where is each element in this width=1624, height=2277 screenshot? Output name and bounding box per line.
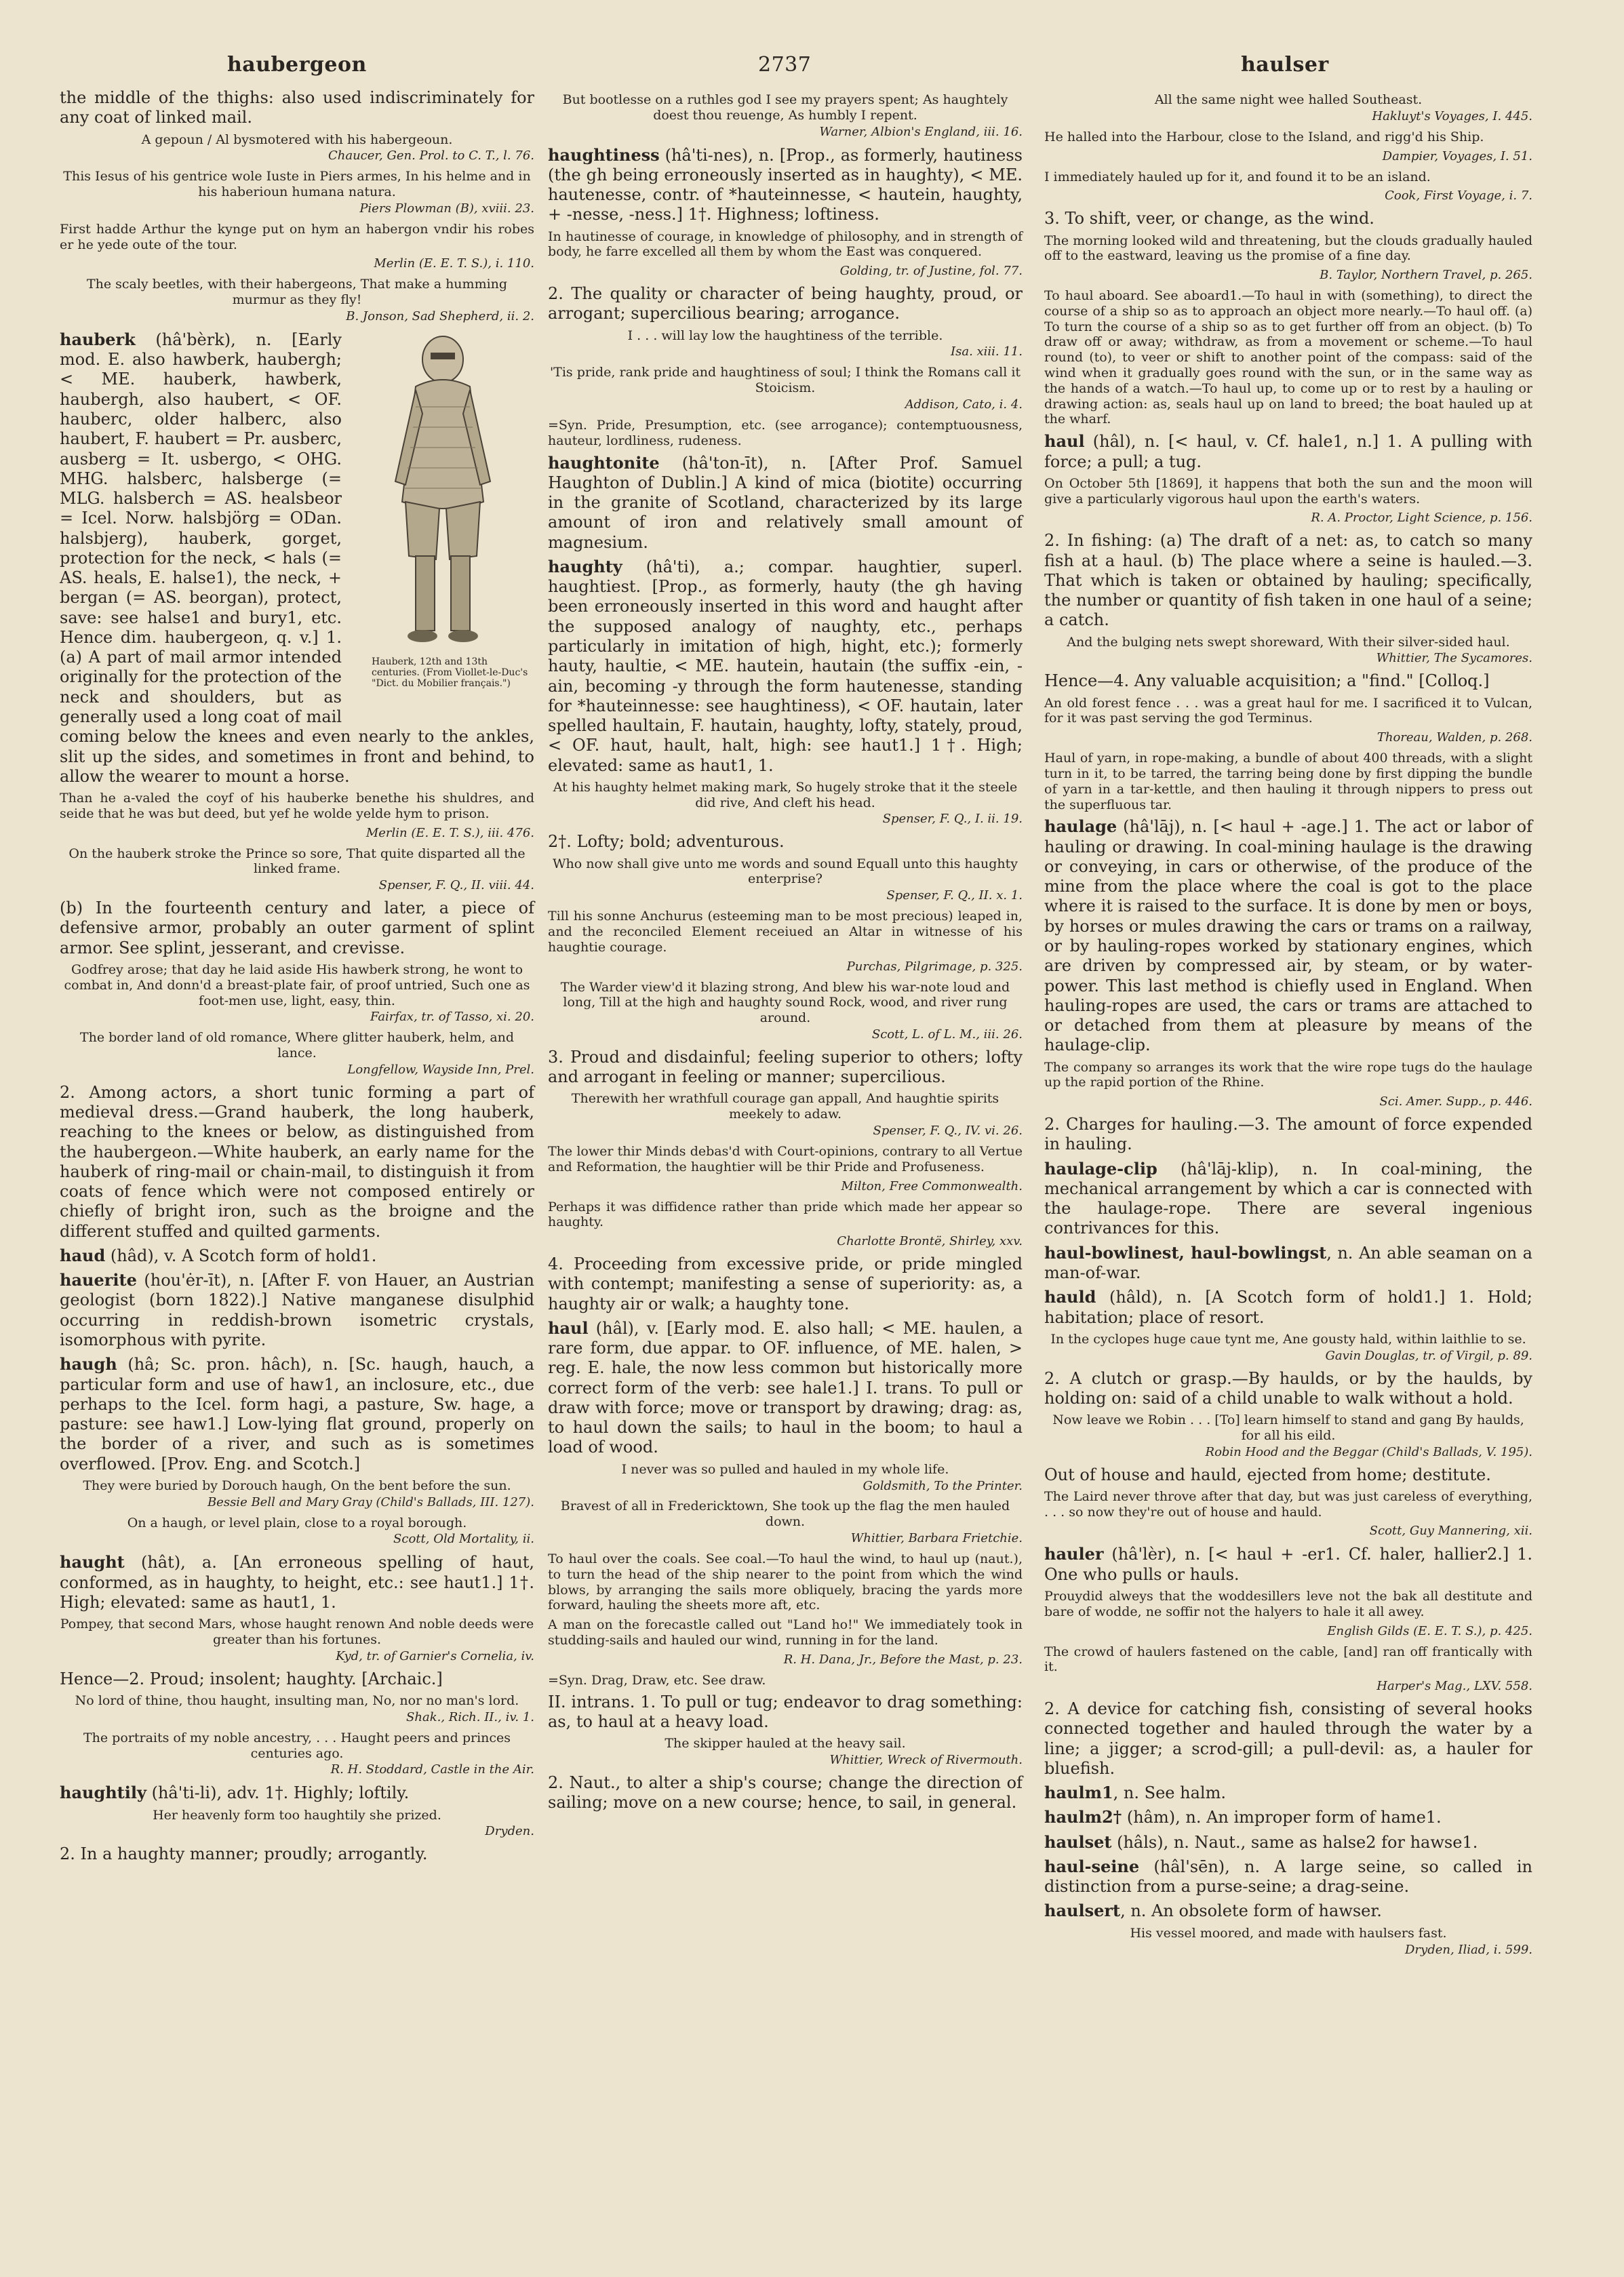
citation: Fairfax, tr. of Tasso, xi. 20.: [370, 1010, 534, 1025]
quotation: And the bulging nets swept shoreward, With their silver-sided haul.: [1067, 634, 1510, 650]
citation: R. H. Dana, Jr., Before the Mast, p. 23.: [783, 1652, 1023, 1667]
quotation: Who now shall give unto me words and sound Equall unto this haughty enterprise?: [553, 856, 1018, 887]
quotation: No lord of thine, thou haught, insulting man, No, nor no man's lord.: [75, 1692, 519, 1708]
quotation: First hadde Arthur the kynge put on hym an habergon vndir his robes er he yede oute of the tour.: [60, 221, 534, 252]
quotation: Pompey, that second Mars, whose haught renown And noble deeds were greater than his fortunes.: [60, 1617, 534, 1647]
citation: Charlotte Brontë, Shirley, xxv.: [837, 1234, 1023, 1249]
headword: hauberk: [60, 329, 136, 349]
quotation: An old forest fence . . . was a great haul for me. I sacrificed it to Vulcan, for it was past serving the god Terminus.: [1044, 695, 1532, 726]
definition: , n. See halm.: [1113, 1783, 1226, 1803]
entry-haulm1: [1044, 1783, 1532, 1803]
headword: haughtiness: [548, 144, 660, 165]
entry-haughtily: [60, 1783, 534, 1803]
definition: 3. Proud and disdainful; feeling superior to others; lofty and arrogant in feeling or manner; supercilious.: [548, 1047, 1023, 1087]
definition: (b) In the fourteenth century and later, a piece of defensive armor, probably an outer garment of splint armor. See splint, jesserant, and crevisse.: [60, 898, 534, 957]
quotation: Prouydid alweys that the woddesillers leve not the bak all destitute and bare of wodde, ne soffir not the halyers to hale it all awey.: [1044, 1588, 1532, 1619]
headword: haulage-clip: [1044, 1158, 1157, 1179]
header-guide-word-left: haubergeon: [227, 53, 367, 77]
citation: Shak., Rich. II., iv. 1.: [406, 1709, 534, 1724]
entry-haul-bowline: [1044, 1243, 1532, 1284]
quotation: The morning looked wild and threatening, but the clouds gradually hauled off to the eastward, leaving us the promise of a fine day.: [1044, 233, 1532, 264]
citation: Sci. Amer. Supp., p. 446.: [1379, 1094, 1532, 1109]
citation: English Gilds (E. E. T. S.), p. 425.: [1327, 1623, 1532, 1638]
entry-haulset: [1044, 1832, 1532, 1853]
definition: 2. Charges for hauling.—3. The amount of force expended in hauling.: [1044, 1115, 1532, 1154]
definition: (hâ'ti-li), adv. 1†. Highly; loftily.: [151, 1783, 410, 1803]
headword: haul: [1044, 431, 1085, 452]
citation: Chaucer, Gen. Prol. to C. T., l. 76.: [328, 148, 534, 163]
definition: (hâls), n. Naut., same as halse2 for hawse1.: [1117, 1832, 1478, 1852]
headword: haugh: [60, 1354, 117, 1374]
entry-haud: [60, 1246, 534, 1266]
headword: haulsert: [1044, 1901, 1121, 1921]
headword: haul: [548, 1318, 589, 1338]
definition: (hâd), v. A Scotch form of hold1.: [110, 1246, 377, 1265]
headword: haulset: [1044, 1832, 1112, 1852]
entry-haugh: [60, 1354, 534, 1474]
citation: Robin Hood and the Beggar (Child's Ballads, V. 195).: [1205, 1444, 1532, 1459]
synonyms: =Syn. Drag, Draw, etc. See draw.: [548, 1672, 766, 1688]
definition: (hâ'bèrk), n. [Early mod. E. also hawberk, haubergh; < ME. hauberk, hawberk, haubergh, also haubert, < OF. hauberc, older halberc, also haubert, F. haubert = Pr. ausberc, ausberg = It. usbergo, < OHG. MHG. halsberc, halsberge (= MLG. halsberch = AS. healsbeor = Icel. Norw. halsbjörg = ODan. halsbjerg), hauberk, gorget, protection for the neck, < hals (= AS. heals, E. halse1), the neck, + bergan (= AS. beorgan), protect, save: see halse1 and bury1, etc. Hence dim. haubergeon, q. v.] 1. (a) A part of mail armor intended originally for the protection of the neck and shoulders, but as generally used a long coat of mail coming below the knees and even nearly to the ankles, slit up the sides, and sometimes in front and behind, to allow the wearer to mount a horse.: [60, 330, 534, 786]
citation: Harper's Mag., LXV. 558.: [1377, 1679, 1532, 1694]
definition: Out of house and hauld, ejected from home; destitute.: [1044, 1465, 1491, 1484]
quotation: Till his sonne Anchurus (esteeming man to be most precious) leaped in, and the reconciled Element receiued an Altar in witnesse of his haughtie courage.: [548, 909, 1023, 955]
definition: (hâm), n. An improper form of hame1.: [1126, 1808, 1442, 1827]
entry-haul-noun: [1044, 431, 1532, 472]
citation: Spenser, F. Q., IV. vi. 26.: [873, 1124, 1023, 1138]
definition: (hâ'lāj), n. [< haul + -age.] 1. The act or labor of hauling or drawing. In coal-mining haulage is the drawing or conveying, in cars or otherwise, of the produce of the mine from the place where the coal is got to the place where it is raised to the surface. It is done by men or boys, by horses or mules drawing the cars or trams on a railway, or by hauling-ropes worked by stationary engines, which are driven by compressed air, by steam, or by water-power. This last method is chiefly used in England. When hauling-ropes are used, the cars or trams are attached to or detached from them at pleasure by means of the haulage-clip.: [1044, 817, 1532, 1055]
quotation: I immediately hauled up for it, and found it to be an island.: [1044, 169, 1431, 184]
hauberk-illustration: [351, 332, 534, 719]
entry-haughty: [548, 557, 1023, 776]
citation: Goldsmith, To the Printer.: [863, 1478, 1023, 1493]
quotation: In hautinesse of courage, in knowledge of philosophy, and in strength of body, he farre excelled all them by whom the East was conquered.: [548, 229, 1023, 260]
headword: haught: [60, 1552, 125, 1572]
column-right: [1044, 88, 1532, 1962]
definition: 2. In a haughty manner; proudly; arrogantly.: [60, 1844, 428, 1864]
entry-haulsert: [1044, 1901, 1532, 1921]
quotation: Now leave we Robin . . . [To] learn himself to stand and gang By haulds, for all his eild.: [1052, 1412, 1524, 1443]
entry-haulm2: [1044, 1807, 1532, 1827]
definition: 3. To shift, veer, or change, as the wind.: [1044, 209, 1374, 229]
definition: 2. A clutch or grasp.—By haulds, or by the haulds, by holding on: said of a child unable to walk without a hold.: [1044, 1368, 1532, 1408]
definition: (hâl), n. [< haul, v. Cf. hale1, n.] 1. A pulling with force; a pull; a tug.: [1044, 432, 1532, 471]
quotation: Bravest of all in Fredericktown, She took up the flag the men hauled down.: [560, 1499, 1010, 1530]
citation: Dampier, Voyages, I. 51.: [1382, 148, 1532, 163]
citation: Spenser, F. Q., I. ii. 19.: [882, 812, 1023, 827]
definition: 2†. Lofty; bold; adventurous.: [548, 832, 785, 852]
definition: 2. Among actors, a short tunic forming a part of medieval dress.—Grand hauberk, the long hauberk, reaching to the knees or below, as distinguished from the haubergeon.—White hauberk, an early name for the hauberk of ring-mail or chain-mail, to distinguish it from coats of fence which were not composed entirely or chiefly of bright iron, such as the broigne and the different stuffed and quilted garments.: [60, 1082, 534, 1241]
citation: Bessie Bell and Mary Gray (Child's Ballads, III. 127).: [207, 1494, 534, 1509]
citation: Whittier, The Sycamores.: [1376, 651, 1532, 666]
headword: hauld: [1044, 1287, 1096, 1307]
definition: 2. A device for catching fish, consisting of several hooks connected together and hauled through the water by a line; a jigger; a scrod-gill; a pull-devil: as, a hauler for bluefish.: [1044, 1699, 1532, 1778]
citation: Addison, Cato, i. 4.: [905, 397, 1023, 412]
citation: Longfellow, Wayside Inn, Prel.: [347, 1062, 534, 1077]
citation: Purchas, Pilgrimage, p. 325.: [846, 959, 1023, 974]
definition: Hence—2. Proud; insolent; haughty. [Archaic.]: [60, 1669, 443, 1688]
definition: (hâ'lèr), n. [< haul + -er1. Cf. haler, hallier2.] 1. One who pulls or hauls.: [1044, 1545, 1532, 1584]
header-guide-word-right: haulser: [1241, 53, 1329, 77]
quotation: But bootlesse on a ruthles god I see my prayers spent; As haughtely doest thou reuenge, As humbly I repent.: [562, 92, 1008, 123]
quotation: The scaly beetles, with their habergeons, That make a humming murmur as they fly!: [86, 277, 508, 308]
citation: Milton, Free Commonwealth.: [841, 1179, 1023, 1193]
quotation: The border land of old romance, Where glitter hauberk, helm, and lance.: [79, 1030, 515, 1061]
knight-in-hauberk-icon: [368, 332, 517, 651]
definition: 2. In fishing: (a) The draft of a net: as, to catch so many fish at a haul. (b) The place where a seine is hauled.—3. That which is taken or obtained by hauling; specifically, the number or quantity of fish taken in one haul of a seine; a catch.: [1044, 531, 1532, 630]
entry-haul-verb: [548, 1318, 1023, 1458]
definition: (hâl'sēn), n. A large seine, so called in distinction from a purse-seine; a drag-seine.: [1044, 1857, 1532, 1897]
entry-haughtiness: [548, 145, 1023, 225]
definition: , n. An obsolete form of hawser.: [1120, 1901, 1382, 1921]
headword: haulm1: [1044, 1783, 1113, 1803]
definition: (hât), a. [An erroneous spelling of haut, conformed, as in haughty, to height, etc.: see haut1.] 1†. High; elevated: same as haut1, 1.: [60, 1553, 534, 1612]
entry-haulage: [1044, 816, 1532, 1055]
definition: (hâld), n. [A Scotch form of hold1.] 1. Hold; habitation; place of resort.: [1044, 1288, 1532, 1327]
synonyms: =Syn. Pride, Presumption, etc. (see arrogance); contemptuousness, hauteur, lordliness, rudeness.: [548, 417, 1023, 448]
phrases: Haul of yarn, in rope-making, a bundle of about 400 threads, with a slight turn in it, to be tarred, the tarring being done by first dipping the bundle of yarn in a tar-kettle, and then hauling it through nippers to press out the superfluous tar.: [1044, 751, 1532, 812]
citation: B. Taylor, Northern Travel, p. 265.: [1320, 268, 1532, 283]
citation: Golding, tr. of Justine, fol. 77.: [839, 264, 1023, 279]
headword: hauler: [1044, 1544, 1104, 1564]
quotation: Perhaps it was diffidence rather than pride which made her appear so haughty.: [548, 1199, 1023, 1230]
definition: II. intrans. 1. To pull or tug; endeavor to drag something: as, to haul at a heavy load.: [548, 1692, 1023, 1731]
entry-continuation: the middle of the thighs: also used indiscriminately for any coat of linked mail.: [60, 88, 534, 127]
headword: haughtonite: [548, 452, 660, 473]
definition: Hence—4. Any valuable acquisition; a "find." [Colloq.]: [1044, 671, 1490, 691]
quotation: Her heavenly form too haughtily she prized.: [153, 1807, 441, 1823]
definition: (hâ; Sc. pron. hâch), n. [Sc. haugh, hauch, a particular form and use of haw1, an inclosure, etc., due perhaps to the Icel. form hagi, a pasture, Sw. hage, a pasture: see haw1.] Low-lying flat ground, properly on the border of a river, and such as is sometimes overflowed. [Prov. Eng. and Scotch.]: [60, 1355, 534, 1473]
column-middle: [548, 88, 1023, 1817]
definition: 2. The quality or character of being haughty, proud, or arrogant; supercilious bearing; arrogance.: [548, 284, 1023, 323]
quotation: 'Tis pride, rank pride and haughtiness of soul; I think the Romans call it Stoicism.: [549, 365, 1021, 396]
citation: Dryden, Iliad, i. 599.: [1404, 1942, 1532, 1957]
quotation: A man on the forecastle called out "Land ho!" We immediately took in studding-sails and hauled our wind, running in for the land.: [548, 1617, 1023, 1648]
quotation: On October 5th [1869], it happens that both the sun and the moon will give a particularly vigorous haul upon the earth's waters.: [1044, 475, 1532, 507]
citation: Isa. xiii. 11.: [950, 344, 1023, 359]
citation: Whittier, Wreck of Rivermouth.: [829, 1752, 1023, 1767]
entry-hauerite: [60, 1270, 534, 1350]
headword: haul-seine: [1044, 1856, 1140, 1876]
quotation: On a haugh, or level plain, close to a royal borough.: [127, 1515, 467, 1530]
quotation: The company so arranges its work that the wire rope tugs do the haulage up the rapid portion of the Rhine.: [1044, 1059, 1532, 1090]
quotation: He halled into the Harbour, close to the Island, and rigg'd his Ship.: [1044, 129, 1484, 144]
definition: 2. Naut., to alter a ship's course; change the direction of sailing; move on a new course; hence, to sail, in general.: [548, 1773, 1023, 1813]
citation: Scott, Old Mortality, ii.: [393, 1532, 534, 1547]
quotation: In the cyclopes huge caue tynt me, Ane gousty hald, within laithlie to se.: [1050, 1331, 1526, 1347]
headword: haughty: [548, 556, 622, 576]
figure-caption: Hauberk, 12th and 13th centuries. (From Viollet-le-Duc's "Dict. du Mobilier français."): [372, 656, 528, 690]
citation: R. H. Stoddard, Castle in the Air.: [330, 1762, 534, 1777]
citation: Scott, Guy Mannering, xii.: [1369, 1524, 1532, 1539]
quotation: Than he a-valed the coyf of his hauberke benethe his shuldres, and seide that he was but deed, but yef he wolde yelde hym to prison.: [60, 791, 534, 821]
header-page-number: 2737: [758, 53, 812, 77]
citation: Cook, First Voyage, i. 7.: [1385, 189, 1532, 203]
quotation: The lower thir Minds debas'd with Court-opinions, contrary to all Vertue and Reformation, the haughtier will be thir Pride and Profuseness.: [548, 1143, 1023, 1174]
column-left: [60, 88, 534, 1869]
quotation: The crowd of haulers fastened on the cable, [and] ran off frantically with it.: [1044, 1644, 1532, 1675]
entry-hauler: [1044, 1544, 1532, 1585]
phrases: To haul aboard. See aboard1.—To haul in with (something), to direct the course of a ship so as to approach an object more nearly.—To haul off. (a) To turn the course of a ship so as to get further off from an object. (b) To draw off or away; withdraw, as from a movement or scheme.—To haul round (to), to veer or shift to another point of the compass: said of the wind when it gradually goes round with the sun, or in the same way as the hands of a watch.—To haul up, to come up or to rest by a hauling or drawing action: as, seals haul up on land to breed; the boat hauled up at the wharf.: [1044, 288, 1532, 427]
quotation: On the hauberk stroke the Prince so sore, That quite disparted all the linked frame.: [68, 846, 526, 877]
quotation: All the same night wee halled Southeast.: [1154, 92, 1423, 107]
headword: haulm2†: [1044, 1807, 1122, 1827]
quotation: The Laird never throve after that day, but was just careless of everything, . . . so now they're out of house and hauld.: [1044, 1488, 1532, 1520]
citation: Spenser, F. Q., II. viii. 44.: [378, 878, 534, 893]
quotation: I . . . will lay low the haughtiness of the terrible.: [627, 328, 943, 343]
definition: (hâ'ti-nes), n. [Prop., as formerly, hautiness (the gh being erroneously inserted as in haughty), < ME. hautenesse, contr. of *hauteinnesse, < hautein, haughty, + -nesse, -ness.] 1†. Highness; loftiness.: [548, 145, 1023, 224]
quotation: A gepoun / Al bysmotered with his habergeoun.: [141, 132, 453, 147]
phrases: To haul over the coals. See coal.—To haul the wind, to haul up (naut.), to turn the head of the ship nearer to the point from which the wind blows, by arranging the sails more obliquely, bracing the yards more forward, hauling the sheets more aft, etc.: [548, 1551, 1023, 1613]
quotation: At his haughty helmet making mark, So hugely stroke that it the steele did rive, And cleft his head.: [553, 779, 1018, 810]
headword: haughtily: [60, 1783, 146, 1803]
citation: Thoreau, Walden, p. 268.: [1377, 730, 1532, 745]
definition: (hâ'lāj-klip), n. In coal-mining, the mechanical arrangement by which a car is connected with the haulage-rope. There are several ingenious contrivances for this.: [1044, 1159, 1532, 1238]
citation: R. A. Proctor, Light Science, p. 156.: [1311, 511, 1532, 526]
quotation: The Warder view'd it blazing strong, And blew his war-note loud and long, Till at the high and haughty sound Rock, wood, and river rung around.: [560, 979, 1010, 1026]
headword: haulage: [1044, 816, 1117, 837]
citation: Warner, Albion's England, iii. 16.: [819, 124, 1023, 139]
quotation: The portraits of my noble ancestry, . . . Haught peers and princes centuries ago.: [83, 1730, 511, 1761]
citation: Dryden.: [485, 1824, 534, 1839]
quotation: The skipper hauled at the heavy sail.: [665, 1736, 906, 1751]
headword: hauerite: [60, 1270, 137, 1290]
citation: Kyd, tr. of Garnier's Cornelia, iv.: [336, 1648, 534, 1663]
headword: haud: [60, 1245, 106, 1265]
quotation: His vessel moored, and made with haulsers fast.: [1130, 1925, 1447, 1941]
citation: Whittier, Barbara Frietchie.: [850, 1531, 1023, 1546]
citation: B. Jonson, Sad Shepherd, ii. 2.: [346, 309, 534, 323]
quotation: Therewith her wrathfull courage gan appall, And haughtie spirits meekely to adaw.: [571, 1091, 999, 1122]
entry-haulage-clip: [1044, 1159, 1532, 1239]
definition: (hâ'ti), a.; compar. haughtier, superl. haughtiest. [Prop., as formerly, hauty (the gh having been erroneously inserted in this word and haught after the supposed analogy of naughty, etc., perhaps particularly in imitation of high, hight, etc.); formerly hauty, haultie, < ME. hautein, hautain (the suffix -ein, -ain, becoming -y through the form hautenesse, standing for *hauteinnesse: see haughtiness), < OF. hautain, later spelled haultain, F. hautain, haughty, lofty, stately, proud, < OF. haut, hault, halt, high: see haut1.] 1†. High; elevated: same as haut1, 1.: [548, 557, 1023, 775]
citation: Piers Plowman (B), xviii. 23.: [359, 201, 534, 216]
citation: Gavin Douglas, tr. of Virgil, p. 89.: [1325, 1348, 1532, 1363]
definition: (hâl), v. [Early mod. E. also hall; < ME. haulen, a rare form, due appar. to OF. influence, of ME. halen, > reg. E. hale, the now less common but historically more correct form of the verb: see hale1.] I. trans. To pull or draw with force; move or transport by drawing; drag: as, to haul down the sails; to haul in the boom; to haul a load of wood.: [548, 1318, 1023, 1457]
quotation: They were buried by Dorouch haugh, On the bent before the sun.: [83, 1478, 511, 1493]
quotation: I never was so pulled and hauled in my whole life.: [621, 1461, 949, 1477]
definition: 4. Proceeding from excessive pride, or pride mingled with contempt; manifesting a sense of superiority: as, a haughty air or walk; a haughty tone.: [548, 1254, 1023, 1313]
entry-haul-seine: [1044, 1857, 1532, 1897]
headword: haul-bowlinest, haul-bowlingst: [1044, 1242, 1327, 1263]
quotation: Godfrey arose; that day he laid aside His hawberk strong, he wont to combat in, And donn'd a breast-plate fair, of proof untried, Such one as foot-men use, light, easy, thin.: [64, 962, 530, 1008]
quotation: This Iesus of his gentrice wole Iuste in Piers armes, In his helme and in his haberioun humana natura.: [63, 169, 531, 200]
definition: , n. An able seaman on a man-of-war.: [1044, 1243, 1532, 1282]
entry-hauld: [1044, 1287, 1532, 1328]
entry-haughtonite: [548, 453, 1023, 553]
citation: Merlin (E. E. T. S.), i. 110.: [374, 256, 534, 271]
citation: Hakluyt's Voyages, I. 445.: [1372, 108, 1532, 123]
citation: Spenser, F. Q., II. x. 1.: [886, 888, 1023, 903]
definition: (hâ'ton-īt), n. [After Prof. Samuel Haughton of Dublin.] A kind of mica (biotite) occurring in the granite of Scotland, characterized by its large amount of iron and relatively small amount of magnesium.: [548, 453, 1023, 552]
entry-haught: [60, 1552, 534, 1612]
citation: Merlin (E. E. T. S.), iii. 476.: [365, 825, 534, 840]
definition: (hou'ėr-īt), n. [After F. von Hauer, an Austrian geologist (born 1822).] Native manganese disulphid occurring in reddish-brown isometric crystals, isomorphous with pyrite.: [60, 1271, 534, 1349]
citation: Scott, L. of L. M., iii. 26.: [871, 1027, 1023, 1042]
